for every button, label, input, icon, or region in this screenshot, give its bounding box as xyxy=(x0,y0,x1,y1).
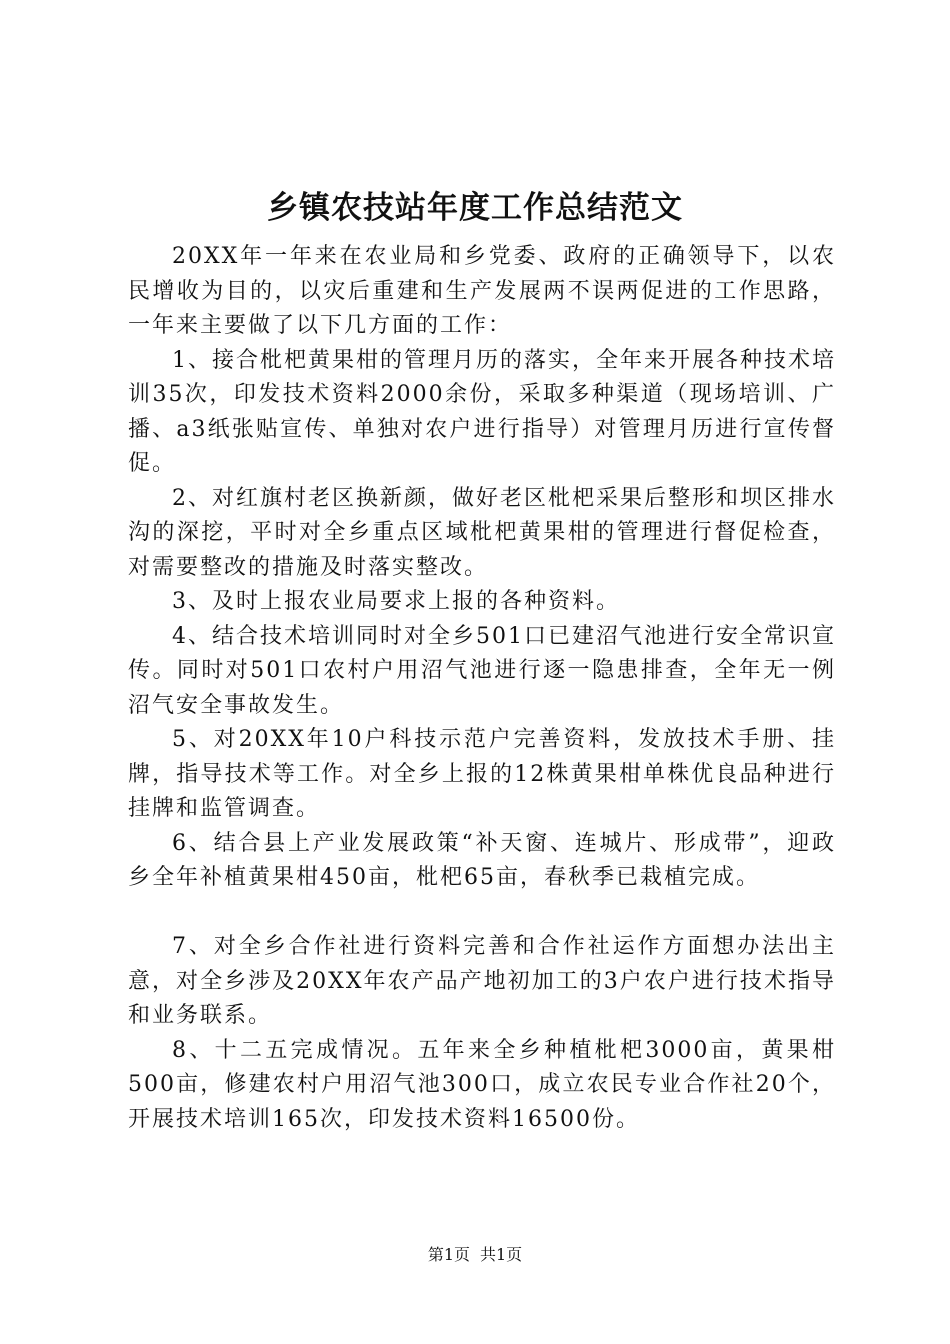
page-number: 第1页 xyxy=(427,1245,470,1264)
paragraph-item-8: 8、十二五完成情况。五年来全乡种植枇杷3000亩，黄果柑500亩，修建农村户用沼气池300口，成立农民专业合作社20个，开展技术培训165次，印发技术资料16500份。 xyxy=(128,1037,836,1132)
document-title: 乡镇农技站年度工作总结范文 xyxy=(267,190,683,226)
paragraph-item-1: 1、接合枇杷黄果柑的管理月历的落实，全年来开展各种技术培训35次，印发技术资料2000余份，采取多种渠道（现场培训、广播、a3纸张贴宣传、单独对农户进行指导）对管理月历进行宣传督促。 xyxy=(128,347,836,476)
paragraph-item-4: 4、结合技术培训同时对全乡501口已建沼气池进行安全常识宣传。同时对501口农村户用沼气池进行逐一隐患排查，全年无一例沼气安全事故发生。 xyxy=(128,623,836,718)
document-body xyxy=(128,240,836,1137)
paragraph-item-3: 3、及时上报农业局要求上报的各种资料。 xyxy=(172,589,620,614)
paragraph-intro: 20XX年一年来在农业局和乡党委、政府的正确领导下，以农民增收为目的，以灾后重建和生产发展两不误两促进的工作思路，一年来主要做了以下几方面的工作： xyxy=(128,244,836,338)
paragraph-item-5: 5、对20XX年10户科技示范户完善资料，发放技术手册、挂牌，指导技术等工作。对全乡上报的12株黄果柑单株优良品种进行挂牌和监管调查。 xyxy=(128,727,836,821)
page-total: 共1页 xyxy=(480,1245,523,1264)
paragraph-item-7: 7、对全乡合作社进行资料完善和合作社运作方面想办法出主意，对全乡涉及20XX年农产品产地初加工的3户农户进行技术指导和业务联系。 xyxy=(128,934,836,1028)
paragraph-item-2: 2、对红旗村老区换新颜，做好老区枇杷采果后整形和坝区排水沟的深挖，平时对全乡重点区域枇杷黄果柑的管理进行督促检查，对需要整改的措施及时落实整改。 xyxy=(128,485,836,580)
page-footer xyxy=(0,1243,950,1267)
paragraph-item-6: 6、结合县上产业发展政策“补天窗、连城片、形成带”，迎政乡全年补植黄果柑450亩，枇杷65亩，春秋季已栽植完成。 xyxy=(128,830,836,890)
